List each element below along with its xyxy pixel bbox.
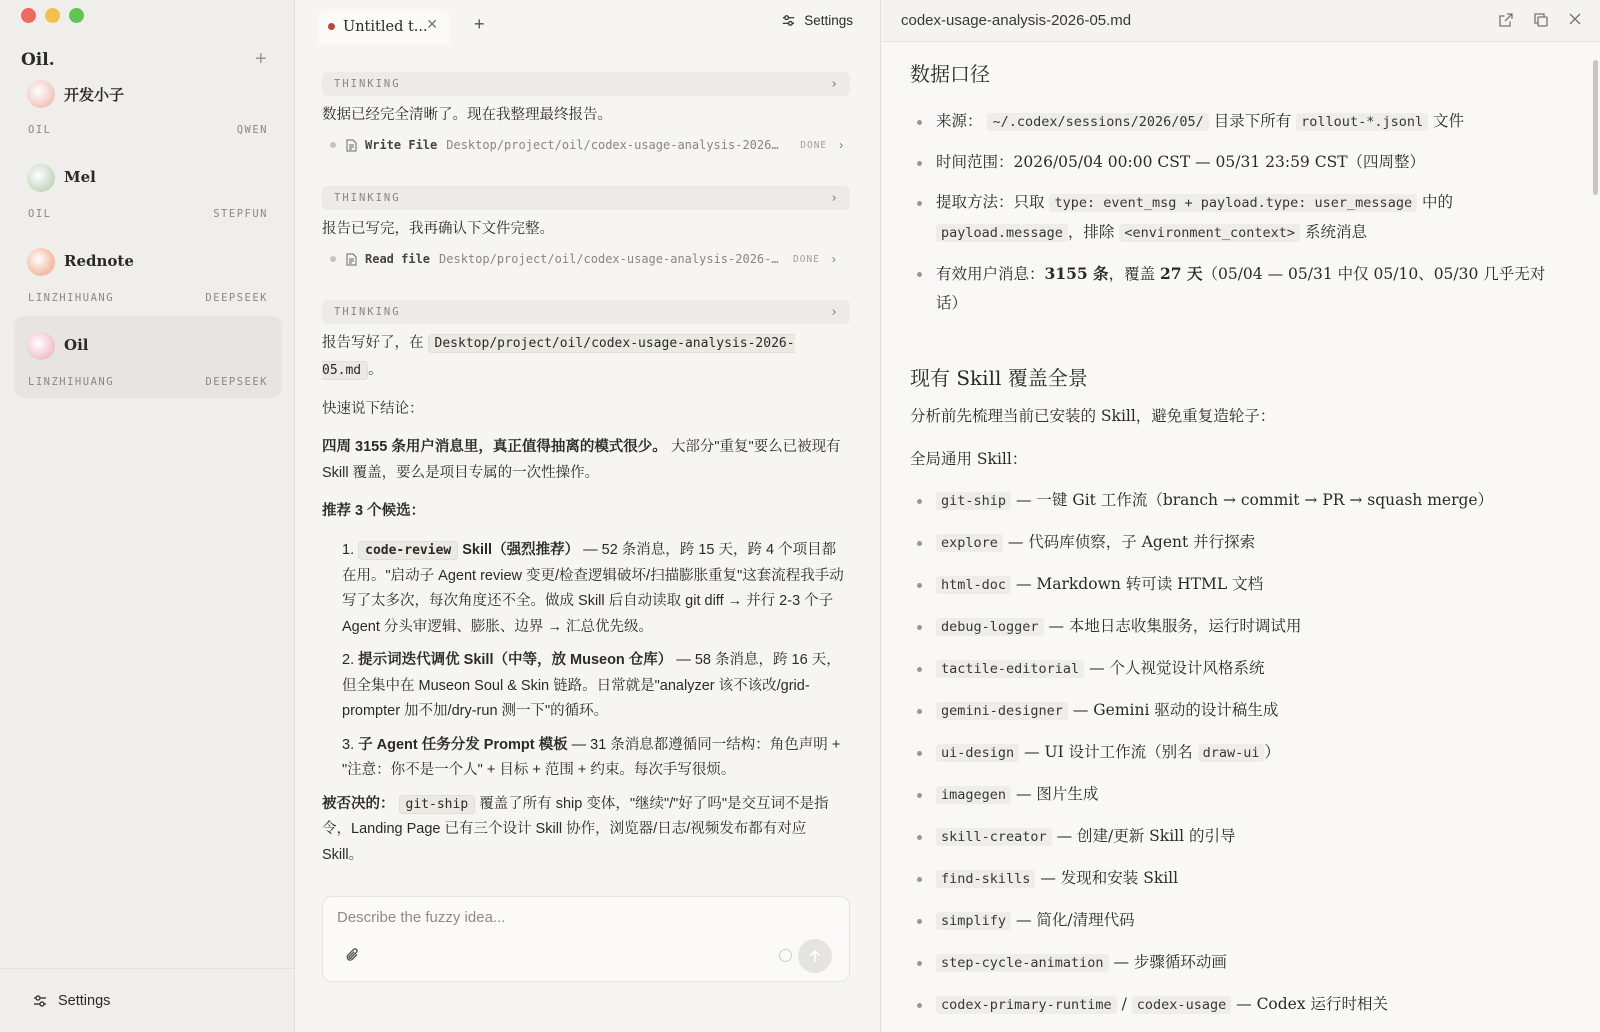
text: 报告写好了，在 <box>322 335 424 351</box>
new-tab-plus-icon[interactable]: + <box>474 14 485 34</box>
list-item <box>342 733 850 784</box>
item-detail: — 52 条消息，跨 15 天，跨 4 个项目都在用。"启动子 Agent review 变更/检查逻辑破坏/扫描膨胀重复"这套流程我手动写了太多次，每次角度还不全。做成 Skill 后自动读取 git diff → 并行 2-3 个子 Agent 分头审逻辑、膨胀、边界 → 汇总优先级。 <box>342 542 844 635</box>
document-pane <box>882 0 1600 1032</box>
tool-path: Desktop/project/oil/codex-usage-analysis-2026… <box>446 138 779 152</box>
zoom-window-button[interactable] <box>69 8 84 23</box>
tab-bar <box>296 0 881 44</box>
rejected-label: 被否决的： <box>322 795 395 812</box>
thinking-label: THINKING <box>334 306 401 318</box>
arrow-up-icon <box>809 949 821 963</box>
subsection-label: 全局通用 Skill： <box>910 450 1028 468</box>
list-item <box>910 612 1560 642</box>
text: — 发现和安装 Skill <box>1040 869 1179 887</box>
text: — 创建/更新 Skill 的引导 <box>1056 827 1236 845</box>
inline-code: skill-creator <box>936 828 1052 846</box>
text: — 图片生成 <box>1015 785 1099 803</box>
file-icon <box>346 139 357 152</box>
list-item <box>342 648 850 725</box>
text: ，排除 <box>1067 223 1115 241</box>
thinking-label: THINKING <box>334 192 401 204</box>
document-title: codex-usage-analysis-2026-05.md <box>901 12 1132 29</box>
tab-untitled[interactable] <box>318 9 450 44</box>
summary-rest: 大部分"重复"要么已被现有 Skill 覆盖，要么是项目专属的一次性操作。 <box>322 439 841 481</box>
sliders-icon <box>781 13 796 28</box>
session-owner: OIL <box>28 124 52 136</box>
thinking-toggle[interactable] <box>322 72 850 96</box>
tool-status: DONE <box>793 253 820 265</box>
tool-call-row[interactable] <box>330 134 850 156</box>
session-model: DEEPSEEK <box>205 292 268 304</box>
session-name: 开发小子 <box>64 86 125 104</box>
list-item <box>910 528 1560 558</box>
rejected-detail: 覆盖了所有 ship 变体，"继续"/"好了吗"是交互词不是指令，Landing Page 已有三个设计 Skill 协作，浏览器/日志/视频发布都有对应 Skill。 <box>322 795 829 863</box>
list-item <box>910 570 1560 600</box>
settings-label: Settings <box>804 13 853 28</box>
message-composer <box>322 896 850 982</box>
session-item[interactable] <box>14 148 282 230</box>
text: — Gemini 驱动的设计稿生成 <box>1072 701 1279 719</box>
chevron-right-icon: › <box>830 304 838 320</box>
sidebar-footer <box>0 968 295 1032</box>
summary-paragraph <box>322 434 850 486</box>
summary-intro: 快速说下结论： <box>322 401 424 417</box>
status-ring-icon <box>779 949 792 962</box>
session-avatar <box>27 164 55 192</box>
item-detail: — 31 条消息都遵循同一结构：角色声明 + "注意：你不是一个人" + 目标 + 范围 + 约束。每次手写很烦。 <box>342 736 841 778</box>
assistant-message <box>322 330 850 384</box>
list-item <box>910 188 1560 248</box>
session-model: STEPFUN <box>213 208 268 220</box>
item-number: 1. <box>342 542 355 558</box>
text: 来源： <box>936 112 983 130</box>
text: 提取方法：只取 <box>936 193 1045 211</box>
inline-code: codex-primary-runtime <box>936 996 1117 1014</box>
tool-status: DONE <box>800 139 828 151</box>
bold-count: 3155 条 <box>1044 264 1109 283</box>
list-item <box>910 780 1560 810</box>
text: / <box>1121 995 1127 1013</box>
bold-days: 27 天 <box>1160 264 1203 283</box>
item-detail: — 58 条消息，跨 16 天，但全集中在 Museon Soul & Skin 链路。日常就是"analyzer 该不该改/grid-prompter 加不加/dry-run 测一下"的循环。 <box>342 652 841 719</box>
text: 中的 <box>1422 193 1454 211</box>
assistant-message: 数据已经完全清晰了。现在我整理最终报告。 <box>322 107 612 123</box>
session-model: QWEN <box>236 124 268 136</box>
inline-code: payload.message <box>936 224 1068 242</box>
window-controls <box>21 8 84 23</box>
text: — 代码库侦察，子 Agent 并行探索 <box>1007 533 1256 551</box>
document-content <box>910 58 1560 1020</box>
section-intro: 分析前先梳理当前已安装的 Skill，避免重复造轮子： <box>910 407 1276 425</box>
skill-code: git-ship <box>399 795 476 814</box>
app-brand: Oil. <box>21 50 55 70</box>
inline-code: explore <box>936 534 1003 552</box>
settings-label: Settings <box>58 993 111 1009</box>
item-number: 3. <box>342 736 355 753</box>
inline-code: gemini-designer <box>936 702 1068 720</box>
list-item <box>910 864 1560 894</box>
copy-icon[interactable] <box>1533 12 1549 28</box>
text: 目录下所有 <box>1213 112 1292 130</box>
skills-list <box>910 486 1560 1020</box>
inline-code: <environment_context> <box>1119 224 1300 242</box>
text: — 本地日志收集服务，运行时调试用 <box>1048 617 1302 635</box>
skill-code: code-review <box>358 541 458 560</box>
chat-settings-button[interactable] <box>781 13 853 28</box>
document-scrollbar[interactable] <box>1593 60 1598 195</box>
summary-bold: 四周 3155 条用户消息里，真正值得抽离的模式很少。 <box>322 439 667 455</box>
status-dot-icon <box>330 142 336 148</box>
inline-code: git-ship <box>936 492 1011 510</box>
list-item <box>910 259 1560 318</box>
session-name: Mel <box>64 168 96 186</box>
tool-name: Write File <box>365 138 438 152</box>
inline-code: step-cycle-animation <box>936 954 1109 972</box>
tool-path: Desktop/project/oil/codex-usage-analysis-2026-… <box>439 252 779 266</box>
list-item <box>910 990 1560 1020</box>
list-item <box>910 948 1560 978</box>
session-item-active[interactable] <box>14 316 282 398</box>
text: 系统消息 <box>1305 223 1368 241</box>
text: — 简化/清理代码 <box>1015 911 1135 929</box>
session-owner: OIL <box>28 208 52 220</box>
recommendations-list <box>322 538 850 784</box>
paperclip-icon[interactable] <box>345 947 361 964</box>
list-item <box>910 696 1560 726</box>
inline-code: ui-design <box>936 744 1019 762</box>
tool-name: Read file <box>365 252 431 266</box>
session-item[interactable] <box>14 232 282 314</box>
sidebar-settings-button[interactable] <box>32 993 110 1009</box>
chevron-right-icon: › <box>830 76 838 92</box>
text: — Markdown 转可读 HTML 文档 <box>1015 575 1264 593</box>
chevron-right-icon: › <box>831 252 836 266</box>
item-title: Skill（强烈推荐） <box>462 542 580 558</box>
session-name: Rednote <box>64 252 134 270</box>
text: ） <box>1264 743 1280 761</box>
text: ，覆盖 <box>1108 265 1156 283</box>
open-external-icon[interactable] <box>1498 12 1514 28</box>
tool-call-row[interactable] <box>330 248 850 270</box>
data-scope-list <box>910 107 1560 318</box>
list-item <box>910 107 1560 137</box>
list-item <box>910 654 1560 684</box>
section-heading: 数据口径 <box>910 62 990 86</box>
inline-code: tactile-editorial <box>936 660 1084 678</box>
inline-code: draw-ui <box>1198 744 1265 762</box>
heading-text: 现有 Skill 覆盖全景 <box>910 366 1088 390</box>
text: （05/04 — 05/31 中仅 05/10、05/30 几乎无对话） <box>936 265 1546 312</box>
text: — 一键 Git 工作流（branch → commit → PR → squash merge） <box>1015 491 1494 509</box>
text: 有效用户消息： <box>936 265 1045 283</box>
thinking-label: THINKING <box>334 78 401 90</box>
inline-code: find-skills <box>936 870 1035 888</box>
session-item[interactable] <box>14 64 282 146</box>
close-tab-icon[interactable]: ✕ <box>426 17 438 33</box>
session-name: Oil <box>64 336 89 354</box>
rejected-paragraph <box>322 792 850 869</box>
sliders-icon <box>32 993 48 1009</box>
inline-code: ~/.codex/sessions/2026/05/ <box>987 113 1208 131</box>
unsaved-dot-icon <box>328 23 335 30</box>
tab-title: Untitled t... <box>343 18 428 35</box>
text: — UI 设计工作流（别名 <box>1024 743 1193 761</box>
inline-code: html-doc <box>936 576 1011 594</box>
prompt-input[interactable] <box>337 909 817 926</box>
close-window-button[interactable] <box>21 8 36 23</box>
list-item <box>910 822 1560 852</box>
file-icon <box>346 253 357 266</box>
item-title: 子 Agent 任务分发 Prompt 模板 <box>358 736 568 753</box>
document-header <box>882 0 1600 42</box>
item-title: 提示词迭代调优 Skill（中等，放 Museon 仓库） <box>358 652 673 668</box>
list-item <box>342 538 850 640</box>
session-model: DEEPSEEK <box>205 376 268 388</box>
chat-pane <box>296 0 881 1032</box>
document-actions <box>1498 12 1582 28</box>
chevron-right-icon: › <box>830 190 838 206</box>
new-session-plus-icon[interactable]: + <box>255 48 267 70</box>
text: — 个人视觉设计风格系统 <box>1089 659 1265 677</box>
session-owner: LINZHIHUANG <box>28 376 115 388</box>
thinking-toggle[interactable] <box>322 300 850 324</box>
inline-code: imagegen <box>936 786 1011 804</box>
list-item: 时间范围：2026/05/04 00:00 CST — 05/31 23:59 CST（四周整） <box>910 148 1560 177</box>
chat-transcript <box>322 72 850 868</box>
section-heading <box>910 362 1560 391</box>
text: — 步骤循环动画 <box>1113 953 1227 971</box>
session-avatar <box>27 332 55 360</box>
list-item <box>910 486 1560 516</box>
close-icon[interactable] <box>1568 12 1582 26</box>
inline-code: simplify <box>936 912 1011 930</box>
item-number: 2. <box>342 652 355 668</box>
session-owner: LINZHIHUANG <box>28 292 115 304</box>
status-dot-icon <box>330 256 336 262</box>
minimize-window-button[interactable] <box>45 8 60 23</box>
sidebar <box>0 0 295 1032</box>
assistant-message: 报告已写完，我再确认下文件完整。 <box>322 221 554 237</box>
file-path-code: Desktop/project/oil/codex-usage-analysis-2026-05.md <box>322 336 795 378</box>
list-item <box>910 738 1560 768</box>
text: — Codex 运行时相关 <box>1236 995 1389 1013</box>
send-button[interactable] <box>798 939 832 973</box>
thinking-toggle[interactable] <box>322 186 850 210</box>
inline-code: rollout-*.jsonl <box>1296 113 1428 131</box>
recommendations-heading: 推荐 3 个候选： <box>322 503 426 519</box>
session-avatar <box>27 80 55 108</box>
session-avatar <box>27 248 55 276</box>
list-item <box>910 906 1560 936</box>
inline-code: debug-logger <box>936 618 1044 636</box>
text: 。 <box>368 362 383 378</box>
inline-code: codex-usage <box>1132 996 1231 1014</box>
inline-code: type: event_msg + payload.type: user_message <box>1049 194 1417 212</box>
chevron-right-icon: › <box>839 138 844 152</box>
text: 文件 <box>1433 112 1465 130</box>
